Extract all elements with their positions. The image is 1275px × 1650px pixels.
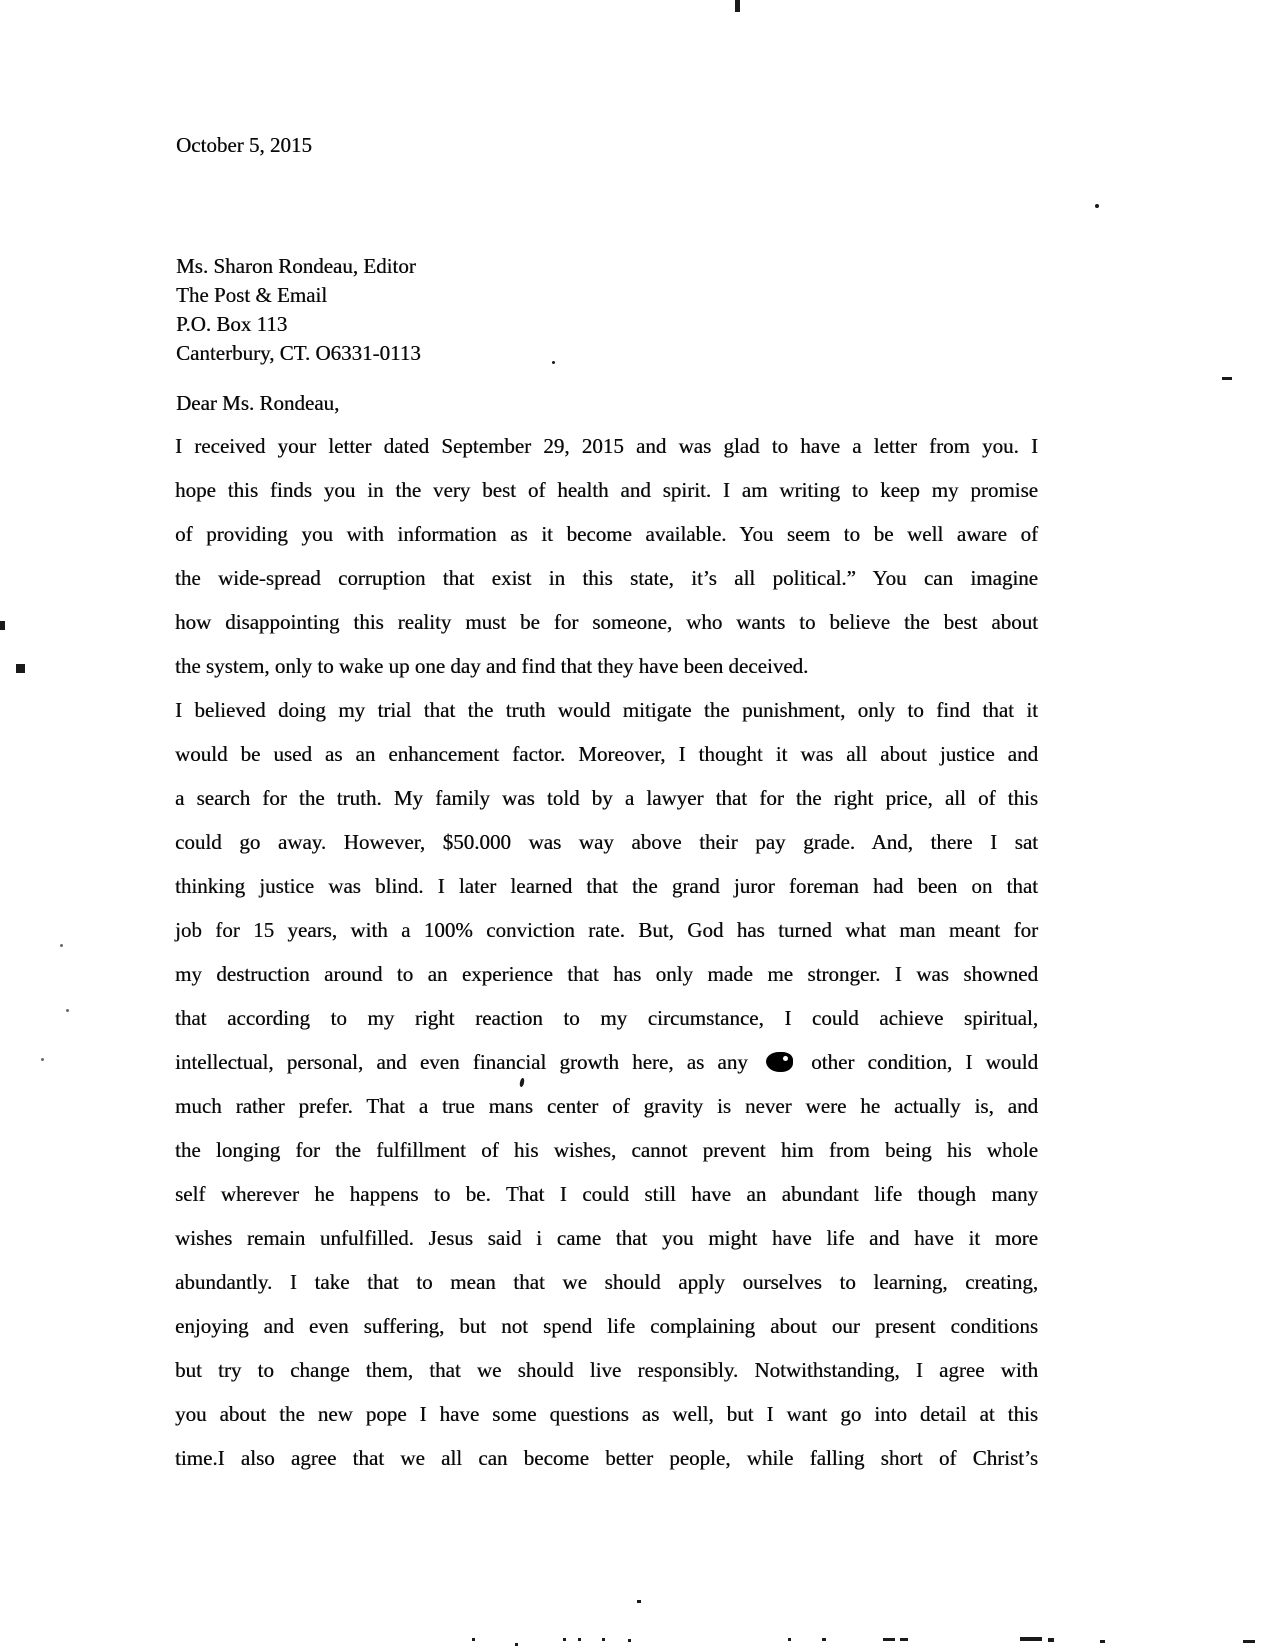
letter-line: could go away. However, $50.000 was way above their pay grade. And, there I sat [175, 830, 1038, 854]
letter-line: job for 15 years, with a 100% conviction rate. But, God has turned what man meant for [175, 918, 1038, 942]
letter-line: of providing you with information as it become available. You seem to be well aware of [175, 522, 1038, 546]
letter-line: that according to my right reaction to my circumstance, I could achieve spiritual, [175, 1006, 1038, 1030]
recipient-name: Ms. Sharon Rondeau, Editor [176, 254, 416, 278]
scan-speck [1048, 1638, 1054, 1642]
letter-line: you about the new pope I have some questions as well, but I want go into detail at this [175, 1402, 1038, 1426]
scan-speck [16, 664, 25, 673]
letter-line-text: intellectual, personal, and even financial growth here, as any [175, 1050, 748, 1074]
scan-speck [602, 1638, 605, 1641]
scan-speck [515, 1643, 518, 1646]
letter-line-with-ink-blot [175, 1040, 1038, 1084]
letter-line: the longing for the fulfillment of his wishes, cannot prevent him from being his whole [175, 1138, 1038, 1162]
scan-speck [552, 361, 555, 364]
scan-speck [66, 1009, 69, 1012]
scan-speck [1222, 377, 1232, 380]
scan-speck [578, 1638, 581, 1641]
letter-line: a search for the truth. My family was told by a lawyer that for the right price, all of this [175, 786, 1038, 810]
scan-speck [563, 1638, 566, 1641]
scan-speck [1100, 1640, 1105, 1643]
letter-line: hope this finds you in the very best of health and spirit. I am writing to keep my promise [175, 478, 1038, 502]
letter-body [175, 424, 1038, 1480]
letter-line: abundantly. I take that to mean that we should apply ourselves to learning, creating, [175, 1270, 1038, 1294]
scan-speck [41, 1058, 44, 1061]
scan-speck [900, 1638, 908, 1641]
letter-line-text: other condition, I would [811, 1050, 1039, 1074]
scan-speck [1095, 204, 1099, 208]
scan-speck [788, 1638, 791, 1641]
scan-speck [735, 0, 740, 12]
letter-line: much rather prefer. That a true mans center of gravity is never were he actually is, and [175, 1094, 1038, 1118]
recipient-address-block [176, 252, 421, 368]
letter-date: October 5, 2015 [176, 133, 312, 157]
scan-speck [1243, 1640, 1255, 1643]
letter-line: my destruction around to an experience that has only made me stronger. I was showned [175, 962, 1038, 986]
letter-line: how disappointing this reality must be for someone, who wants to believe the best about [175, 610, 1038, 634]
scan-speck [60, 944, 63, 947]
letter-line: time.I also agree that we all can become better people, while falling short of Christ’s [175, 1446, 1038, 1470]
salutation: Dear Ms. Rondeau, [176, 391, 340, 415]
scan-speck [0, 621, 5, 630]
letter-line: would be used as an enhancement factor. Moreover, I thought it was all about justice and [175, 742, 1038, 766]
recipient-city-state-zip: Canterbury, CT. O6331-0113 [176, 341, 421, 365]
ink-blot [766, 1052, 793, 1072]
scan-speck [1020, 1637, 1042, 1641]
letter-line: self wherever he happens to be. That I could still have an abundant life though many [175, 1182, 1038, 1206]
scan-speck [628, 1639, 631, 1642]
letter-line: thinking justice was blind. I later learned that the grand juror foreman had been on that [175, 874, 1038, 898]
scan-speck [637, 1600, 641, 1603]
letter-line: I believed doing my trial that the truth would mitigate the punishment, only to find that it [175, 698, 1038, 722]
recipient-po-box: P.O. Box 113 [176, 312, 288, 336]
scan-speck [472, 1638, 475, 1641]
recipient-organization: The Post & Email [176, 283, 328, 307]
letter-line: wishes remain unfulfilled. Jesus said i came that you might have life and have it more [175, 1226, 1038, 1250]
letter-line: I received your letter dated September 29, 2015 and was glad to have a letter from you. I [175, 434, 1038, 458]
letter-line: but try to change them, that we should live responsibly. Notwithstanding, I agree with [175, 1358, 1038, 1382]
letter-line: the wide-spread corruption that exist in this state, it’s all political.” You can imagine [175, 566, 1038, 590]
letter-line: the system, only to wake up one day and find that they have been deceived. [175, 654, 809, 678]
scan-speck [883, 1638, 895, 1641]
scan-speck [822, 1638, 826, 1641]
letter-line: enjoying and even suffering, but not spend life complaining about our present conditions [175, 1314, 1038, 1338]
